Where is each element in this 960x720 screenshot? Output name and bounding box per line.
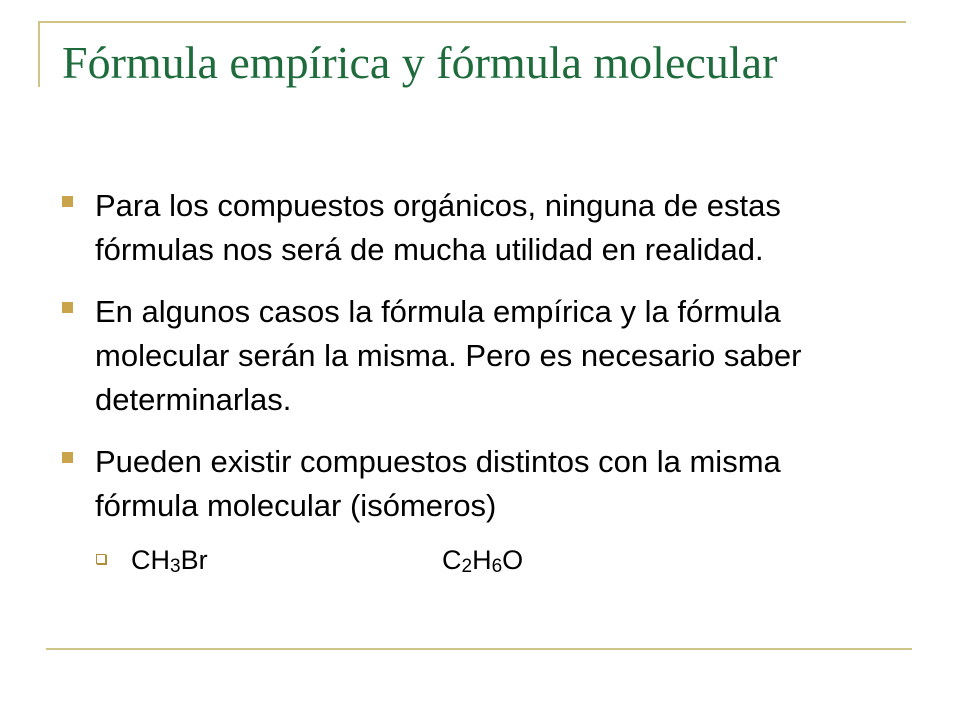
formula-part: CH <box>131 545 170 575</box>
formula-part: O <box>502 545 524 575</box>
formula-subscript: 3 <box>170 556 181 577</box>
square-bullet-icon <box>62 452 73 463</box>
formula-ch3br <box>131 540 208 587</box>
bullet-text: Para los compuestos orgánicos, ninguna de estas fórmulas nos será de mucha utilidad en realidad. <box>95 188 781 267</box>
bullet-text: En algunos casos la fórmula empírica y la fórmula molecular serán la misma. Pero es necesario saber determinarlas. <box>95 294 802 417</box>
left-border-line <box>38 21 40 87</box>
bullet-item <box>62 184 882 272</box>
sub-bullet-item <box>96 540 882 580</box>
formula-subscript: 6 <box>491 556 503 577</box>
formula-part: C <box>442 545 462 575</box>
bottom-border-line <box>46 648 912 650</box>
formula-subscript: 2 <box>461 556 473 577</box>
formula-part: Br <box>180 545 208 575</box>
hollow-square-bullet-icon <box>96 554 106 564</box>
square-bullet-icon <box>62 302 73 313</box>
bullet-item <box>62 290 882 422</box>
slide-title: Fórmula empírica y fórmula molecular <box>62 37 778 88</box>
bullet-list <box>62 184 882 580</box>
bullet-item <box>62 440 882 528</box>
bullet-text: Pueden existir compuestos distintos con la misma fórmula molecular (isómeros) <box>95 444 781 523</box>
top-border-line <box>38 21 906 23</box>
square-bullet-icon <box>62 196 73 207</box>
formula-part: H <box>472 545 492 575</box>
formula-c2h6o <box>442 540 523 587</box>
